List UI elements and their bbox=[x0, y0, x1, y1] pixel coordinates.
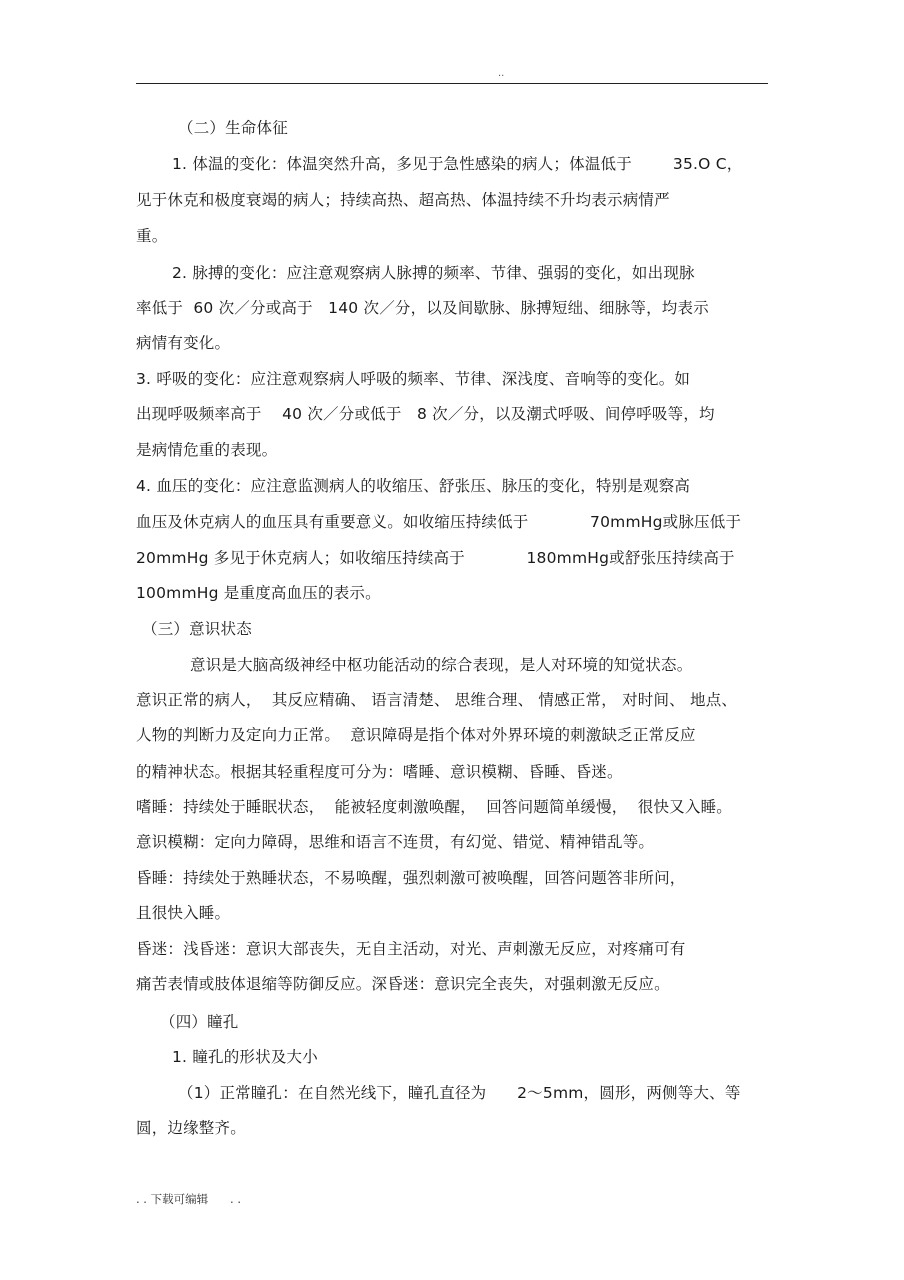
paragraph-line: 昏迷：浅昏迷：意识大部丧失，无自主活动，对光、声刺激无反应，对疼痛可有 bbox=[136, 940, 686, 958]
paragraph-line: 的精神状态。根据其轻重程度可分为：嗜睡、意识模糊、昏睡、昏迷。 bbox=[136, 763, 623, 781]
subheading-pupil-shape-size: 1. 瞳孔的形状及大小 bbox=[172, 1048, 318, 1066]
paragraph-line: 2. 脉搏的变化：应注意观察病人脉搏的频率、节律、强弱的变化，如出现脉 bbox=[172, 264, 695, 282]
paragraph-line: 出现呼吸频率高于 40 次／分或低于 8 次／分，以及潮式呼吸、间停呼吸等，均 bbox=[136, 405, 715, 423]
paragraph-line: 率低于 60 次／分或高于 140 次／分，以及间歇脉、脉搏短绌、细脉等，均表示 bbox=[136, 299, 709, 317]
section-heading-pupils: （四）瞳孔 bbox=[160, 1013, 239, 1031]
paragraph-line: 病情有变化。 bbox=[136, 334, 231, 352]
paragraph-line: 4. 血压的变化：应注意监测病人的收缩压、舒张压、脉压的变化，特别是观察高 bbox=[136, 477, 691, 495]
paragraph-line: 1. 体温的变化：体温突然升高，多见于急性感染的病人；体温低于 35.O C， bbox=[172, 155, 743, 173]
paragraph-line: 痛苦表情或肢体退缩等防御反应。深昏迷：意识完全丧失，对强刺激无反应。 bbox=[136, 975, 670, 993]
paragraph-line: 且很快入睡。 bbox=[136, 904, 231, 922]
paragraph-line: 人物的判断力及定向力正常。 意识障碍是指个体对外界环境的刺激缺乏正常反应 bbox=[136, 726, 696, 744]
paragraph-line: 20mmHg 多见于休克病人；如收缩压持续高于 180mmHg或舒张压持续高于 bbox=[136, 549, 735, 567]
paragraph-line: 嗜睡：持续处于睡眠状态， 能被轻度刺激唤醒， 回答问题简单缓慢， 很快又入睡。 bbox=[136, 798, 732, 816]
paragraph-line: 重。 bbox=[136, 227, 168, 245]
paragraph-line: （1）正常瞳孔：在自然光线下，瞳孔直径为 2～5mm，圆形，两侧等大、等 bbox=[178, 1084, 741, 1102]
paragraph-line: 意识正常的病人， 其反应精确、 语言清楚、 思维合理、 情感正常， 对时间、 地点、 bbox=[136, 691, 738, 709]
page-footer: . . 下载可编辑 . . bbox=[136, 1192, 242, 1206]
paragraph-line: 血压及休克病人的血压具有重要意义。如收缩压持续低于 70mmHg或脉压低于 bbox=[136, 513, 742, 531]
paragraph-line: 100mmHg 是重度高血压的表示。 bbox=[136, 584, 381, 602]
paragraph-line: 圆，边缘整齐。 bbox=[136, 1119, 246, 1137]
section-heading-vital-signs: （二）生命体征 bbox=[178, 119, 288, 137]
paragraph-line: 见于休克和极度衰竭的病人；持续高热、超高热、体温持续不升均表示病情严 bbox=[136, 191, 670, 209]
paragraph-line: 意识模糊：定向力障碍，思维和语言不连贯，有幻觉、错觉、精神错乱等。 bbox=[136, 833, 655, 851]
paragraph-line: 是病情危重的表现。 bbox=[136, 441, 278, 459]
paragraph-line: 3. 呼吸的变化：应注意观察病人呼吸的频率、节律、深浅度、音响等的变化。如 bbox=[136, 370, 691, 388]
paragraph-line: 意识是大脑高级神经中枢功能活动的综合表现，是人对环境的知觉状态。 bbox=[190, 656, 693, 674]
page-header-mark: .. bbox=[498, 68, 505, 79]
section-heading-consciousness: （三）意识状态 bbox=[142, 620, 252, 638]
paragraph-line: 昏睡：持续处于熟睡状态，不易唤醒，强烈刺激可被唤醒，回答问题答非所问， bbox=[136, 869, 686, 887]
header-rule bbox=[136, 83, 768, 84]
